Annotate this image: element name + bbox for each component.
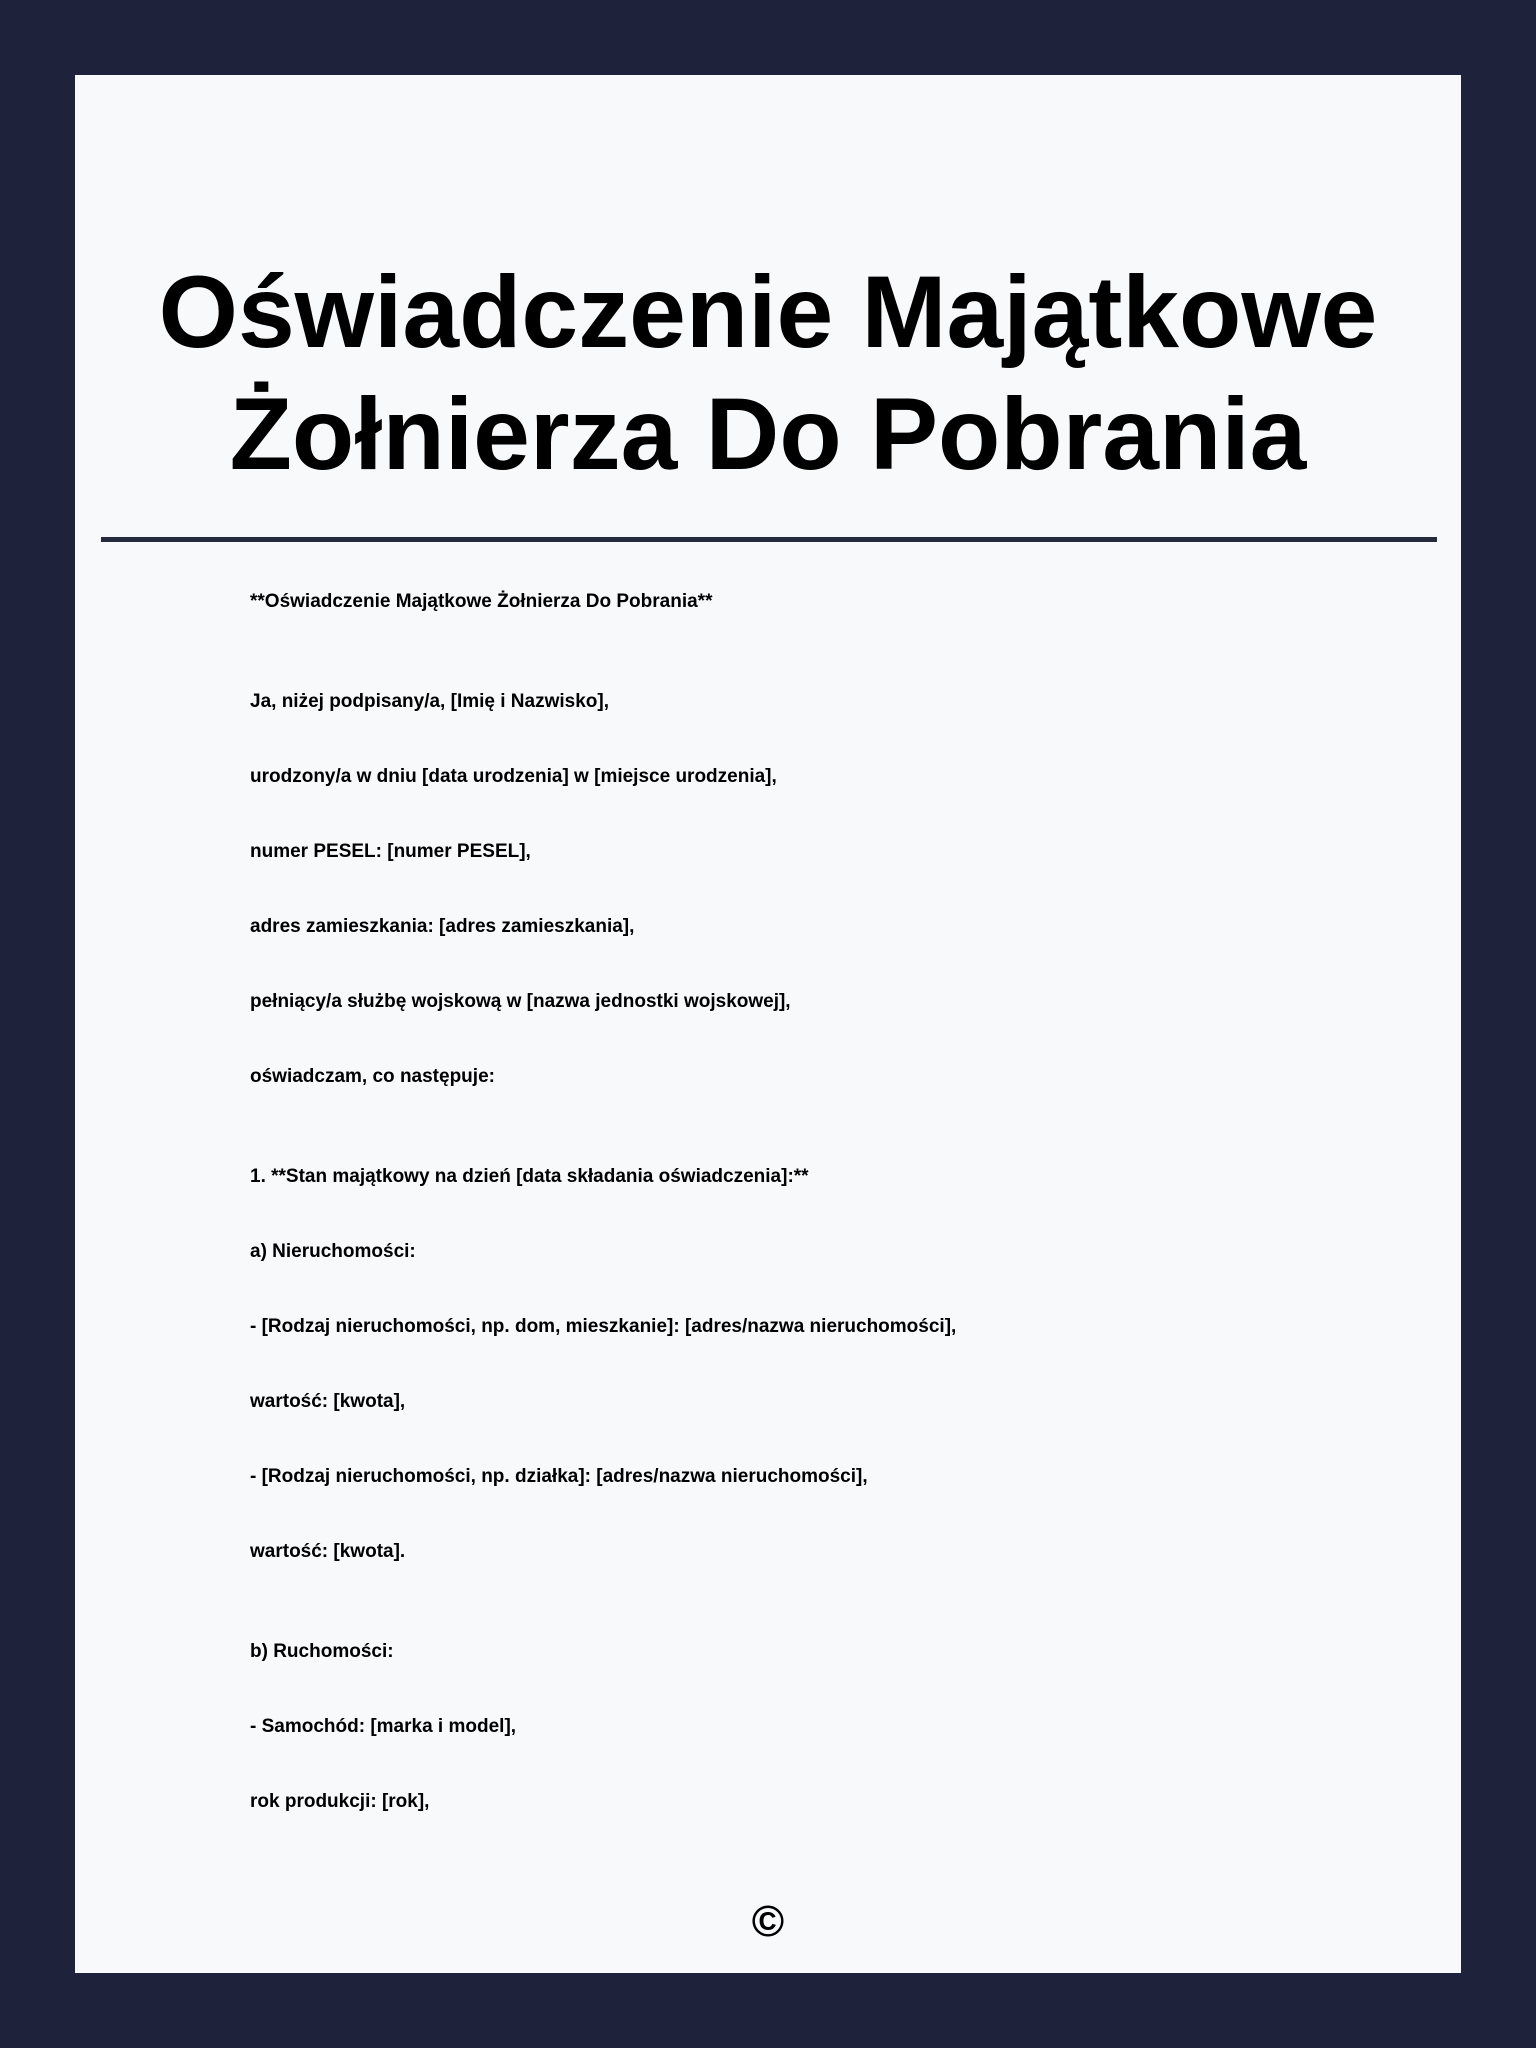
title-divider <box>101 537 1437 542</box>
body-line: b) Ruchomości: <box>250 1641 394 1662</box>
body-line: a) Nieruchomości: <box>250 1241 416 1262</box>
body-line: Ja, niżej podpisany/a, [Imię i Nazwisko], <box>250 691 609 712</box>
title-line-1: Oświadczenie Majątkowe <box>158 255 1378 369</box>
copyright-icon: © <box>751 1897 785 1946</box>
body-line: oświadczam, co następuje: <box>250 1066 495 1087</box>
body-line: wartość: [kwota]. <box>250 1541 406 1562</box>
body-line: pełniący/a służbę wojskową w [nazwa jednostki wojskowej], <box>250 991 791 1012</box>
title-line-2: Żołnierza Do Pobrania <box>229 377 1307 491</box>
body-line: rok produkcji: [rok], <box>250 1791 430 1812</box>
body-line: - [Rodzaj nieruchomości, np. dom, mieszkanie]: [adres/nazwa nieruchomości], <box>250 1316 957 1337</box>
body-line: adres zamieszkania: [adres zamieszkania], <box>250 916 635 937</box>
body-line: wartość: [kwota], <box>250 1391 406 1412</box>
body-line: urodzony/a w dniu [data urodzenia] w [miejsce urodzenia], <box>250 766 777 787</box>
body-line: - [Rodzaj nieruchomości, np. działka]: [adres/nazwa nieruchomości], <box>250 1466 868 1487</box>
document-title <box>75 251 1461 495</box>
body-line: numer PESEL: [numer PESEL], <box>250 841 531 862</box>
section-heading: 1. **Stan majątkowy na dzień [data składania oświadczenia]:** <box>250 1166 809 1187</box>
body-line: - Samochód: [marka i model], <box>250 1716 517 1737</box>
body-heading: **Oświadczenie Majątkowe Żołnierza Do Pobrania** <box>250 591 713 612</box>
document-page <box>75 75 1461 1973</box>
